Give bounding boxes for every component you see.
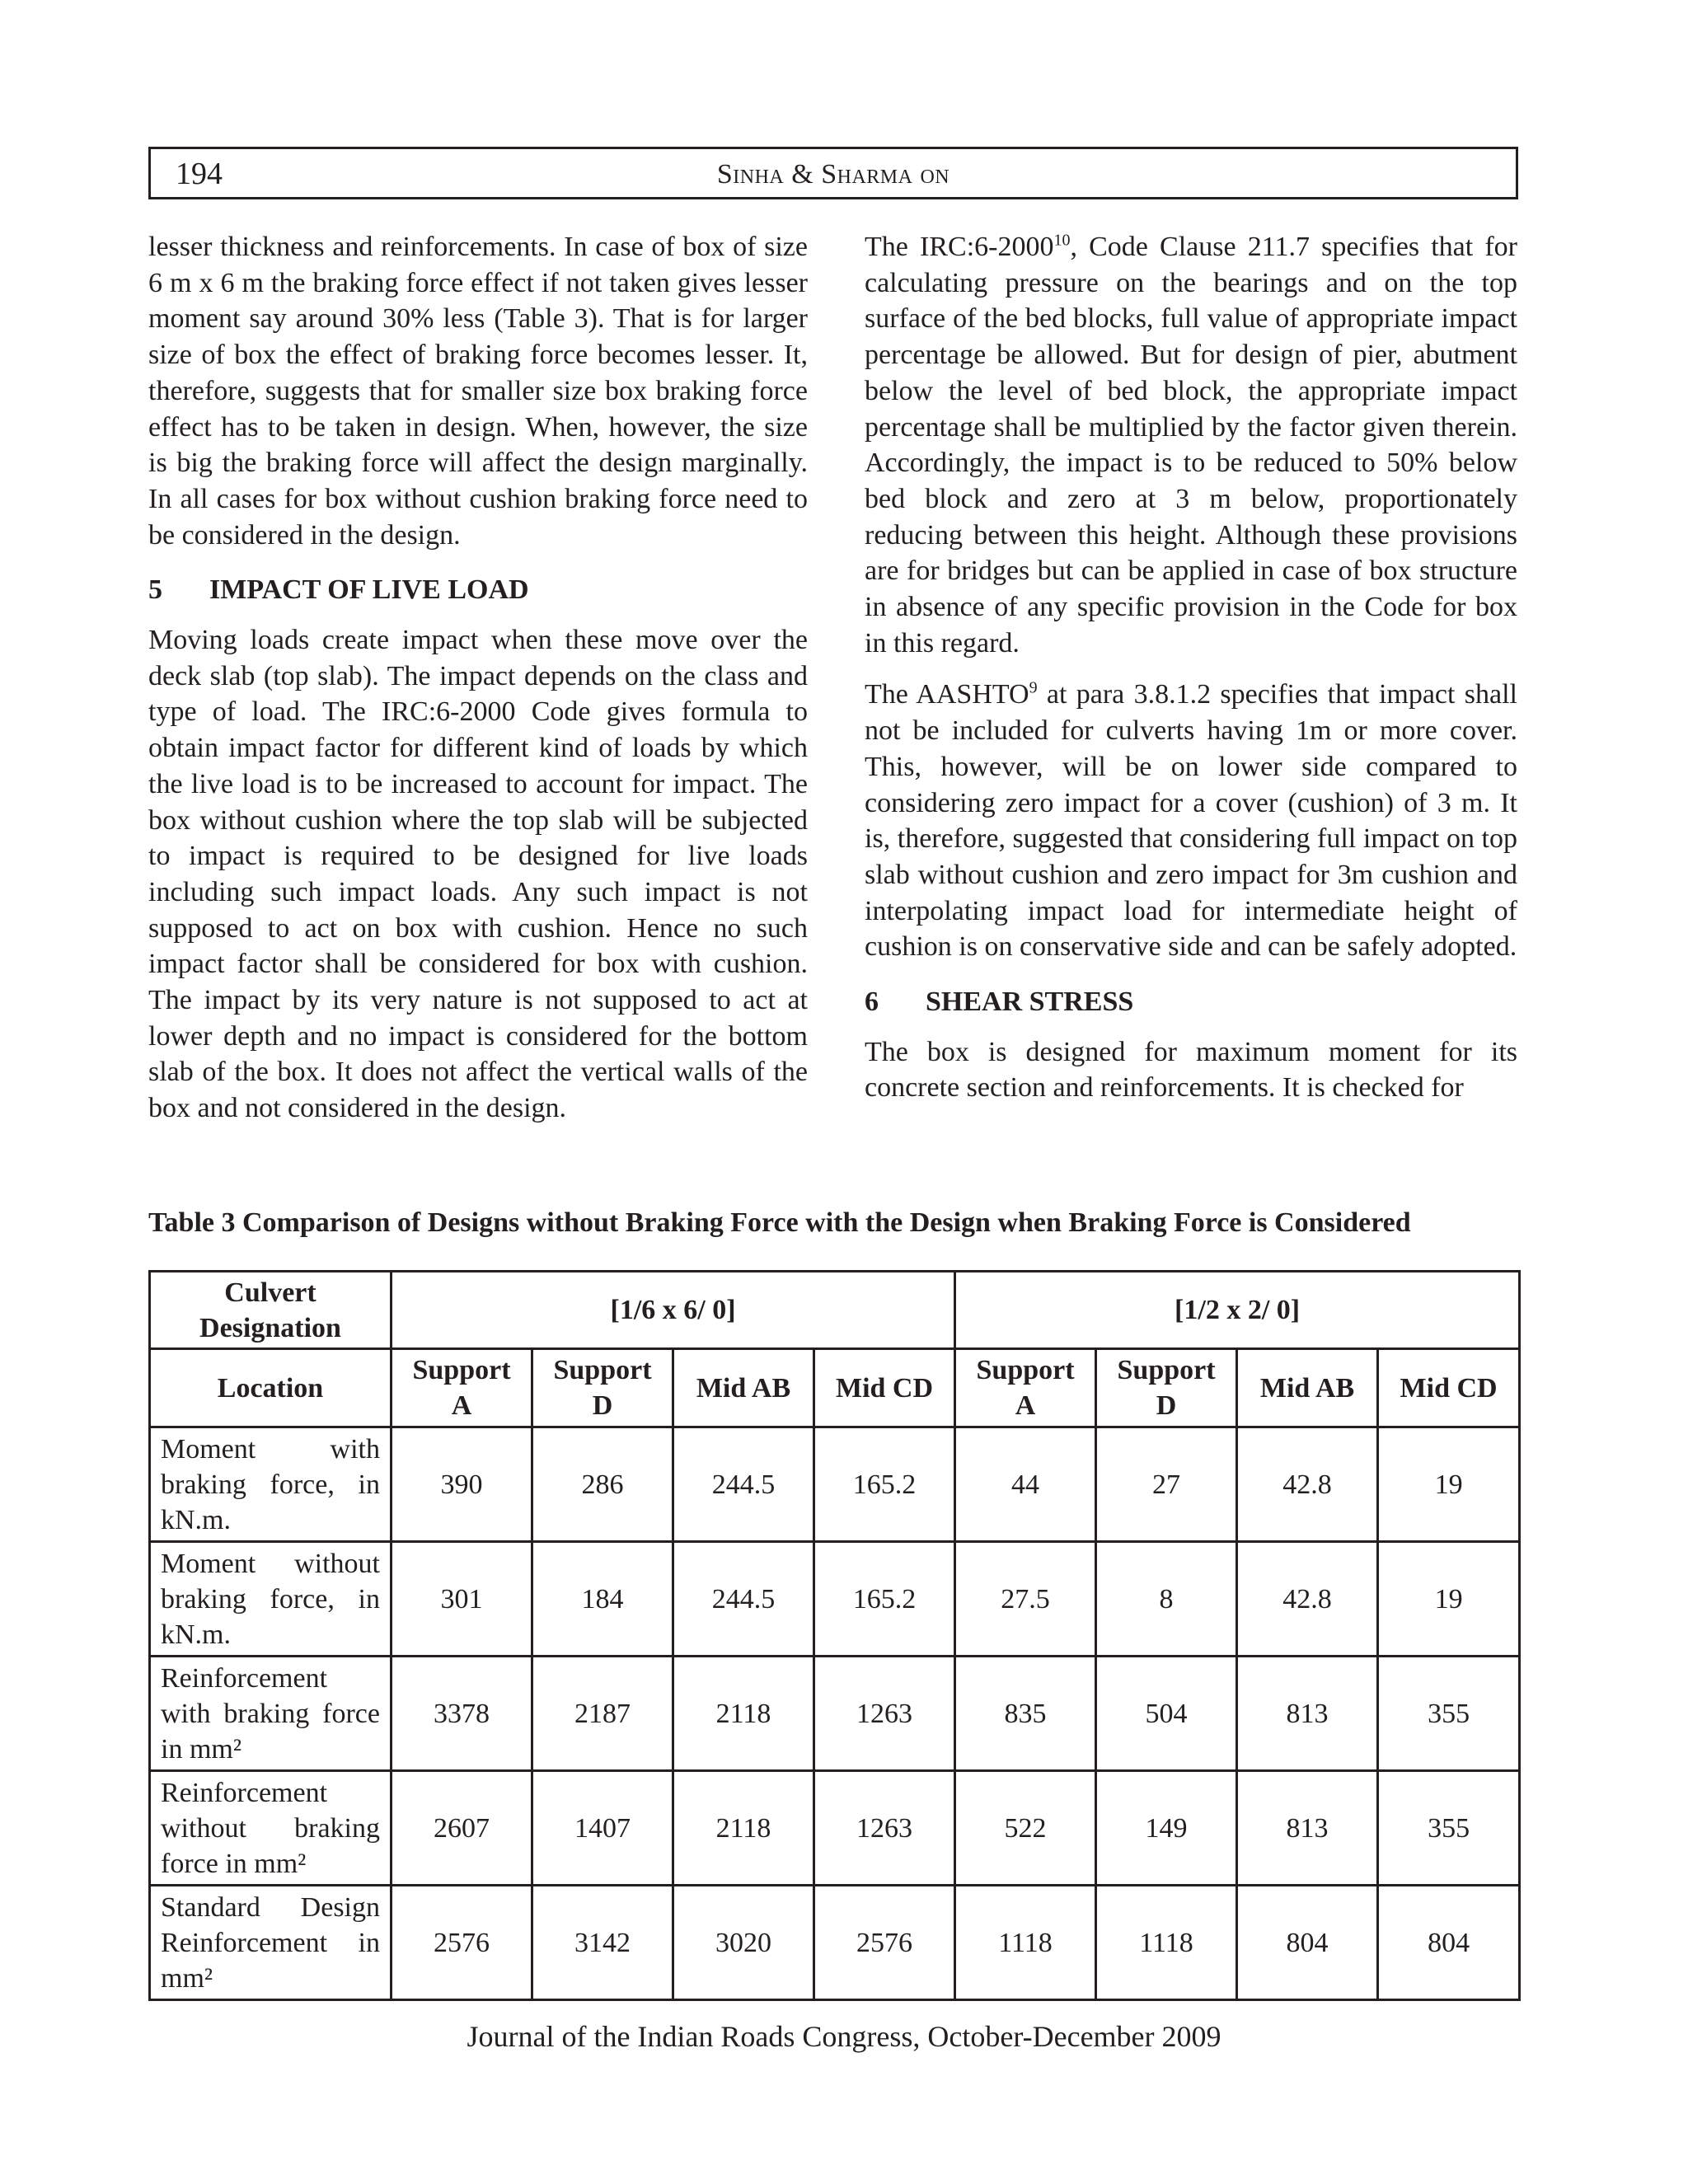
group-header: [1/2 x 2/ 0]: [955, 1272, 1520, 1349]
paragraph: [865, 229, 1517, 661]
table-cell: 42.8: [1237, 1427, 1378, 1542]
table-cell: 44: [955, 1427, 1096, 1542]
citation-ref: 9: [1029, 679, 1038, 698]
journal-footer: Journal of the Indian Roads Congress, October-December 2009: [467, 2020, 1221, 2053]
table-cell: 3020: [673, 1886, 814, 2000]
table-cell: 2576: [814, 1886, 955, 2000]
table-cell: 1118: [955, 1886, 1096, 2000]
paragraph: lesser thickness and reinforcements. In case of box of size 6 m x 6 m the braking force effect if not taken gives lesser moment say around 30% less (Table 3). That is for larger size of box the effect of braking force becomes lesser. It, therefore, suggests that for smaller size box braking force effect has to be taken in design. When, however, the size is big the braking force will affect the design marginally. In all cases for box without cushion braking force need to be considered in the design.: [148, 232, 808, 551]
table-cell: 813: [1237, 1657, 1378, 1771]
table-row: [150, 1427, 1520, 1542]
table-row: [150, 1886, 1520, 2000]
left-column: [148, 229, 808, 1142]
comparison-table: [148, 1270, 1521, 2001]
table-cell: 244.5: [673, 1542, 814, 1657]
table-cell: 2607: [392, 1771, 532, 1886]
paragraph: The box is designed for maximum moment for its concrete section and reinforcements. It is checked for: [865, 1036, 1517, 1104]
table-cell: 390: [392, 1427, 532, 1542]
table-cell: 1263: [814, 1771, 955, 1886]
table-cell: 184: [532, 1542, 673, 1657]
table-cell: 804: [1378, 1886, 1520, 2000]
table-cell: 165.2: [814, 1542, 955, 1657]
table-cell: 301: [392, 1542, 532, 1657]
table-cell: 813: [1237, 1771, 1378, 1886]
column-header: Support A: [392, 1349, 532, 1427]
table-cell: 355: [1378, 1657, 1520, 1771]
column-header: Support A: [955, 1349, 1096, 1427]
column-header: Mid CD: [1378, 1349, 1520, 1427]
paragraph: Moving loads create impact when these move over the deck slab (top slab). The impact depends on the class and type of load. The IRC:6-2000 Code gives formula to obtain impact factor for different kind of loads by which the live load is to be increased to account for impact. The box without cushion where the top slab will be subjected to impact is required to be designed for live loads including such impact loads. Any such impact is not supposed to act on box with cushion. Hence no such impact factor shall be considered for box with cushion. The impact by its very nature is not supposed to act at lower depth and no impact is considered for the bottom slab of the box. It does not affect the vertical walls of the box and not considered in the design.: [148, 625, 808, 1124]
designation-label: Culvert Designation: [150, 1272, 392, 1349]
table-row: [150, 1657, 1520, 1771]
table-cell: 244.5: [673, 1427, 814, 1542]
table-cell: 1263: [814, 1657, 955, 1771]
page-header: [148, 147, 1518, 199]
row-label: Reinforcement with braking force in mm²: [150, 1657, 392, 1771]
row-label: Moment without braking force, in kN.m.: [150, 1542, 392, 1657]
text-run: The IRC:6-2000: [865, 232, 1054, 262]
running-title: Sinha & Sharma on: [716, 159, 950, 190]
table-cell: 42.8: [1237, 1542, 1378, 1657]
column-header: Mid AB: [673, 1349, 814, 1427]
text-run: at para 3.8.1.2 specifies that impact shall not be included for culverts having 1m or more cover. This, however, will be on lower side compared to considering zero impact for a cover (cushion) of 3 m. It is, therefore, suggested that considering full impact on top slab without cushion and zero impact for 3m cushion and interpolating impact load for intermediate height of cushion is on conservative side and can be safely adopted.: [865, 679, 1517, 963]
table-cell: 1407: [532, 1771, 673, 1886]
section-title: IMPACT OF LIVE LOAD: [209, 574, 529, 606]
table-cell: 27.5: [955, 1542, 1096, 1657]
location-label: Location: [150, 1349, 392, 1427]
row-label: Reinforcement without braking force in mm²: [150, 1771, 392, 1886]
text-run: The AASHTO: [865, 679, 1029, 710]
table-cell: 355: [1378, 1771, 1520, 1886]
table-cell: 2576: [392, 1886, 532, 2000]
table-cell: 27: [1096, 1427, 1237, 1542]
column-header: Mid CD: [814, 1349, 955, 1427]
table-row: [150, 1771, 1520, 1886]
text-run: , Code Clause 211.7 specifies that for calculating pressure on the bearings and on the top surface of the bed blocks, full value of appropriate impact percentage be allowed. But for design of pier, abutment below the level of bed block, the appropriate impact percentage shall be multiplied by the factor given therein. Accordingly, the impact is to be reduced to 50% below bed block and zero at 3 m below, proportionately reducing between this height. Although these provisions are for bridges but can be applied in case of box structure in absence of any specific provision in the Code for box in this regard.: [865, 232, 1518, 658]
table-cell: 504: [1096, 1657, 1237, 1771]
table-cell: 19: [1378, 1542, 1520, 1657]
section-number: 5: [148, 574, 162, 606]
table-cell: 8: [1096, 1542, 1237, 1657]
table-caption: Table 3 Comparison of Designs without Braking Force with the Design when Braking Force is Considered: [148, 1207, 1411, 1238]
table-cell: 835: [955, 1657, 1096, 1771]
page-number: 194: [176, 157, 223, 191]
section-title: SHEAR STRESS: [926, 987, 1134, 1018]
right-column: [865, 229, 1517, 1122]
table-cell: 149: [1096, 1771, 1237, 1886]
table-cell: 2118: [673, 1771, 814, 1886]
row-label: Moment with braking force, in kN.m.: [150, 1427, 392, 1542]
table-subheader-row: [150, 1349, 1520, 1427]
column-header: Support D: [532, 1349, 673, 1427]
table-cell: 522: [955, 1771, 1096, 1886]
table-header-row: [150, 1272, 1520, 1349]
table-row: [150, 1542, 1520, 1657]
citation-ref: 10: [1053, 231, 1071, 250]
table-cell: 1118: [1096, 1886, 1237, 2000]
column-header: Mid AB: [1237, 1349, 1378, 1427]
table-cell: 2118: [673, 1657, 814, 1771]
table-cell: 2187: [532, 1657, 673, 1771]
section-number: 6: [865, 987, 879, 1018]
column-header: Support D: [1096, 1349, 1237, 1427]
table-cell: 286: [532, 1427, 673, 1542]
row-label: Standard Design Reinforcement in mm²: [150, 1886, 392, 2000]
table-cell: 3142: [532, 1886, 673, 2000]
section-heading: [865, 984, 1517, 1020]
table-cell: 3378: [392, 1657, 532, 1771]
group-header: [1/6 x 6/ 0]: [392, 1272, 955, 1349]
table-cell: 165.2: [814, 1427, 955, 1542]
table-cell: 19: [1378, 1427, 1520, 1542]
section-heading: [148, 572, 808, 608]
paragraph: [865, 677, 1517, 965]
table-cell: 804: [1237, 1886, 1378, 2000]
